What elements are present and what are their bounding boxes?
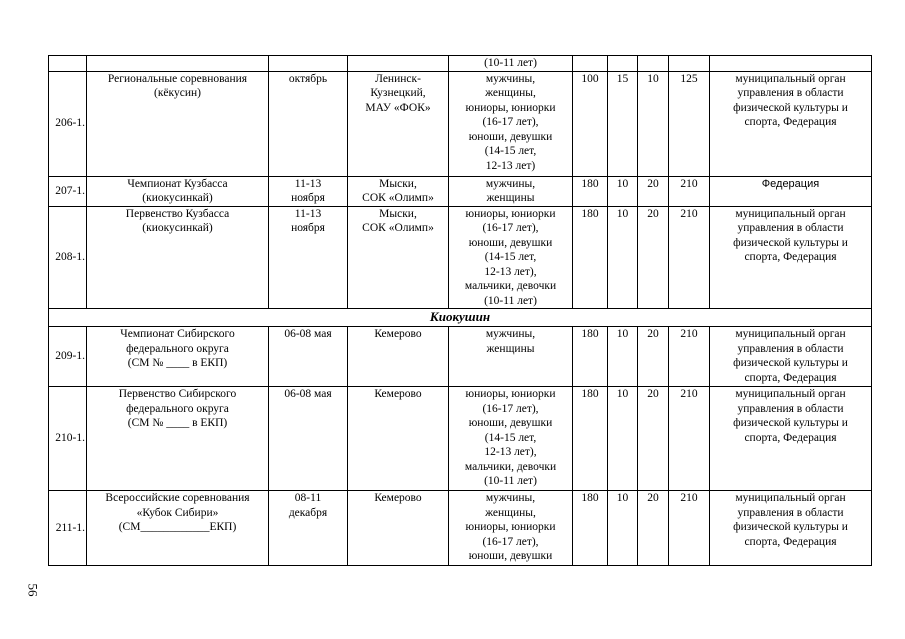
count-cell-c4: 210 xyxy=(669,491,710,566)
event-date-cell xyxy=(269,71,348,176)
event-date-cell xyxy=(269,176,348,206)
event-name-cell xyxy=(87,206,269,309)
table-row xyxy=(49,56,872,72)
participants-cell xyxy=(449,206,573,309)
events-table xyxy=(48,55,872,566)
count-cell-c4 xyxy=(669,56,710,72)
cell-line: юниоры, юниорки xyxy=(465,207,556,220)
event-place-cell xyxy=(348,387,449,491)
cell-line: Федерация xyxy=(761,177,820,190)
cell-line: физической культуры и xyxy=(733,101,848,114)
event-name-cell xyxy=(87,327,269,387)
cell-line: Первенство Кузбасса xyxy=(125,207,230,220)
cell-line: женщины xyxy=(486,342,535,355)
participants-cell xyxy=(449,71,573,176)
cell-line: Мыски, xyxy=(379,177,417,190)
participants-cell xyxy=(449,56,573,72)
cell-line: 11-13 xyxy=(294,207,322,220)
count-cell-c2: 15 xyxy=(608,71,638,176)
cell-line: юноши, девушки xyxy=(468,417,553,429)
cell-line: (16-17 лет), xyxy=(482,222,539,234)
cell-line: юноши, девушки xyxy=(468,550,553,562)
count-cell-c2: 10 xyxy=(608,387,638,491)
cell-line: Кемерово xyxy=(374,492,422,504)
cell-line: (кёкусин) xyxy=(154,87,201,99)
events-table-body xyxy=(49,56,872,566)
row-number-cell: 209-1. xyxy=(49,327,87,387)
count-cell-c2 xyxy=(608,56,638,72)
cell-line: (киокусинкай) xyxy=(142,192,213,204)
cell-line: мальчики, девочки xyxy=(464,460,557,473)
table-row xyxy=(49,176,872,206)
count-cell-c1: 180 xyxy=(573,491,608,566)
cell-line: мужчины, xyxy=(485,72,536,85)
cell-line: мужчины, xyxy=(485,492,536,504)
cell-line: управления в области xyxy=(737,506,844,519)
table-row xyxy=(49,387,872,491)
event-name-cell xyxy=(87,491,269,566)
cell-line: 08-11 xyxy=(294,492,322,504)
count-cell-c3: 20 xyxy=(638,491,669,566)
cell-line: (14-15 лет, xyxy=(484,251,537,263)
row-number-cell xyxy=(49,56,87,72)
cell-line: Первенство Сибирского xyxy=(118,388,237,400)
cell-line: (14-15 лет, xyxy=(484,431,537,444)
cell-line: Чемпионат Сибирского xyxy=(120,328,235,340)
cell-line: (СМ____________ЕКП) xyxy=(118,521,237,533)
cell-line: спорта, Федерация xyxy=(744,116,837,128)
cell-line: (14-15 лет, xyxy=(484,145,537,157)
cell-line: юниоры, юниорки xyxy=(465,101,556,114)
count-cell-c1: 180 xyxy=(573,206,608,309)
organizer-cell xyxy=(710,56,872,72)
cell-line: октябрь xyxy=(288,72,328,85)
cell-line: федерального округа xyxy=(126,342,229,355)
event-place-cell xyxy=(348,56,449,72)
participants-cell xyxy=(449,327,573,387)
event-date-cell xyxy=(269,327,348,387)
cell-line: физической культуры и xyxy=(733,357,848,369)
count-cell-c2: 10 xyxy=(608,491,638,566)
event-date-cell xyxy=(269,387,348,491)
cell-line: муниципальный орган xyxy=(735,492,846,504)
event-name-cell xyxy=(87,387,269,491)
cell-line: (16-17 лет), xyxy=(482,116,539,128)
cell-line: спорта, Федерация xyxy=(744,431,837,444)
count-cell-c3: 20 xyxy=(638,327,669,387)
event-date-cell xyxy=(269,206,348,309)
count-cell-c1 xyxy=(573,56,608,72)
cell-line: женщины xyxy=(486,192,535,204)
cell-line: физической культуры и xyxy=(733,521,848,533)
participants-cell xyxy=(449,387,573,491)
cell-line: управления в области xyxy=(737,342,844,355)
cell-line: муниципальный орган xyxy=(735,72,846,85)
organizer-cell xyxy=(710,71,872,176)
page-number: 56 xyxy=(25,583,41,597)
cell-line: мужчины, xyxy=(485,328,536,340)
cell-line: управления в области xyxy=(737,87,844,99)
count-cell-c4: 210 xyxy=(669,327,710,387)
count-cell-c3: 20 xyxy=(638,206,669,309)
organizer-cell xyxy=(710,176,872,206)
cell-line: (10-11 лет) xyxy=(484,475,537,487)
cell-line: женщины, xyxy=(485,87,536,99)
cell-line: спорта, Федерация xyxy=(744,371,837,384)
event-name-cell xyxy=(87,56,269,72)
count-cell-c4: 210 xyxy=(669,387,710,491)
cell-line: (16-17 лет), xyxy=(482,535,539,548)
event-name-cell xyxy=(87,176,269,206)
row-number-cell: 207-1. xyxy=(49,176,87,206)
event-date-cell xyxy=(269,56,348,72)
count-cell-c1: 180 xyxy=(573,387,608,491)
organizer-cell xyxy=(710,387,872,491)
organizer-cell xyxy=(710,491,872,566)
cell-line: Ленинск- xyxy=(375,72,421,85)
count-cell-c1: 180 xyxy=(573,176,608,206)
cell-line: Чемпионат Кузбасса xyxy=(127,177,228,190)
section-row xyxy=(49,309,872,327)
event-place-cell xyxy=(348,176,449,206)
cell-line: Кемерово xyxy=(374,328,422,340)
cell-line: (киокусинкай) xyxy=(142,222,213,234)
cell-line: СОК «Олимп» xyxy=(362,222,434,234)
cell-line: (10-11 лет) xyxy=(484,57,537,69)
organizer-cell xyxy=(710,206,872,309)
cell-line: федерального округа xyxy=(126,402,229,415)
count-cell-c4: 210 xyxy=(669,176,710,206)
cell-line: юноши, девушки xyxy=(468,236,553,249)
count-cell-c3: 20 xyxy=(638,387,669,491)
cell-line: Всероссийские соревнования xyxy=(105,492,250,504)
cell-line: спорта, Федерация xyxy=(744,535,837,548)
cell-line: Мыски, xyxy=(379,207,417,220)
event-place-cell xyxy=(348,491,449,566)
event-place-cell xyxy=(348,327,449,387)
cell-line: СОК «Олимп» xyxy=(362,192,434,204)
cell-line: 06-08 мая xyxy=(284,388,332,400)
row-number-cell: 206-1. xyxy=(49,71,87,176)
count-cell-c4: 125 xyxy=(669,71,710,176)
cell-line: (16-17 лет), xyxy=(482,402,539,415)
cell-line: муниципальный орган xyxy=(735,207,846,220)
row-number-cell: 208-1. xyxy=(49,206,87,309)
count-cell-c2: 10 xyxy=(608,206,638,309)
count-cell-c3: 10 xyxy=(638,71,669,176)
cell-line: юноши, девушки xyxy=(468,130,553,143)
table-row xyxy=(49,206,872,309)
cell-line: (СМ № ____ в ЕКП) xyxy=(127,417,228,429)
cell-line: физической культуры и xyxy=(733,417,848,429)
section-title: Киокушин xyxy=(49,309,872,327)
cell-line: декабря xyxy=(288,506,328,519)
cell-line: женщины, xyxy=(485,506,536,519)
count-cell-c3 xyxy=(638,56,669,72)
event-place-cell xyxy=(348,71,449,176)
participants-cell xyxy=(449,491,573,566)
cell-line: муниципальный орган xyxy=(735,388,846,400)
event-place-cell xyxy=(348,206,449,309)
count-cell-c2: 10 xyxy=(608,176,638,206)
cell-line: муниципальный орган xyxy=(735,328,846,340)
table-row xyxy=(49,71,872,176)
cell-line: Региональные соревнования xyxy=(107,72,248,85)
count-cell-c1: 180 xyxy=(573,327,608,387)
cell-line: «Кубок Сибири» xyxy=(136,506,219,519)
cell-line: 11-13 xyxy=(294,177,322,190)
count-cell-c1: 100 xyxy=(573,71,608,176)
cell-line: юниоры, юниорки xyxy=(465,388,556,400)
cell-line: ноября xyxy=(291,192,325,204)
cell-line: физической культуры и xyxy=(733,236,848,249)
count-cell-c4: 210 xyxy=(669,206,710,309)
cell-line: управления в области xyxy=(737,222,844,234)
organizer-cell xyxy=(710,327,872,387)
cell-line: юниоры, юниорки xyxy=(465,521,556,533)
event-date-cell xyxy=(269,491,348,566)
cell-line: 06-08 мая xyxy=(284,328,332,340)
event-name-cell xyxy=(87,71,269,176)
cell-line: мужчины, xyxy=(485,177,536,190)
cell-line: (СМ № ____ в ЕКП) xyxy=(127,357,228,369)
count-cell-c3: 20 xyxy=(638,176,669,206)
cell-line: управления в области xyxy=(737,402,844,415)
cell-line: Кемерово xyxy=(374,388,422,400)
cell-line: мальчики, девочки xyxy=(464,280,557,292)
cell-line: спорта, Федерация xyxy=(744,251,837,263)
row-number-cell: 211-1. xyxy=(49,491,87,566)
count-cell-c2: 10 xyxy=(608,327,638,387)
cell-line: 12-13 лет), xyxy=(484,265,537,278)
cell-line: Кузнецкий, xyxy=(370,87,426,99)
cell-line: ноября xyxy=(291,222,325,234)
table-row xyxy=(49,327,872,387)
participants-cell xyxy=(449,176,573,206)
cell-line: МАУ «ФОК» xyxy=(365,101,431,114)
table-row xyxy=(49,491,872,566)
row-number-cell: 210-1. xyxy=(49,387,87,491)
cell-line: (10-11 лет) xyxy=(484,294,537,307)
cell-line: 12-13 лет), xyxy=(484,446,537,458)
cell-line: 12-13 лет) xyxy=(485,159,536,172)
